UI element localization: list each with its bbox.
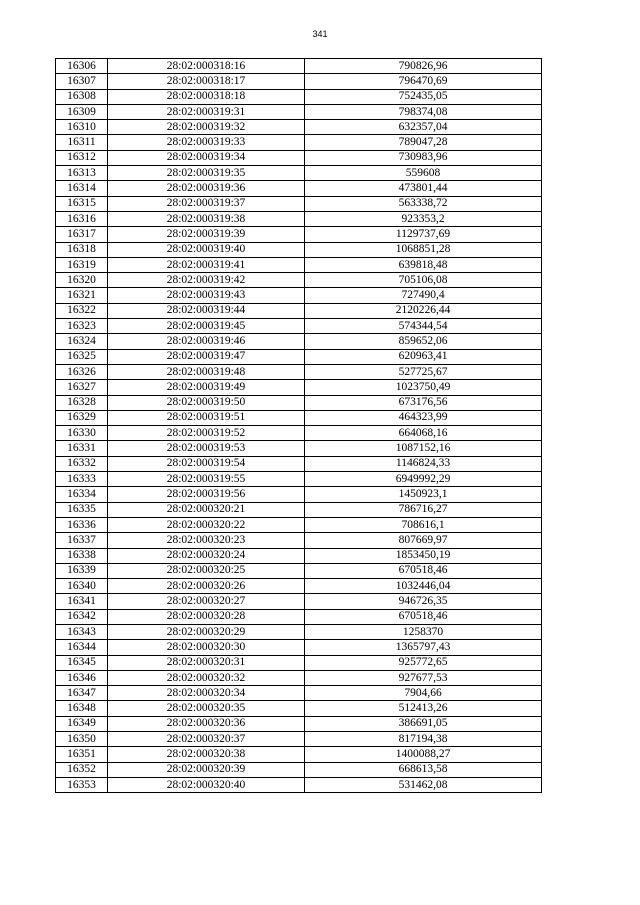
cadastral-number-cell: 28:02:000319:49: [108, 380, 305, 395]
cadastral-value-cell: 730983,96: [305, 150, 542, 165]
row-number-cell: 16350: [56, 732, 108, 747]
cadastral-value-cell: 927677,53: [305, 670, 542, 685]
row-number-cell: 16330: [56, 426, 108, 441]
cadastral-number-cell: 28:02:000319:39: [108, 227, 305, 242]
row-number-cell: 16333: [56, 472, 108, 487]
table-row: [56, 166, 542, 181]
table-row: [56, 548, 542, 563]
row-number-cell: 16316: [56, 211, 108, 226]
table-row: [56, 196, 542, 211]
cadastral-number-cell: 28:02:000319:38: [108, 211, 305, 226]
table-row: [56, 670, 542, 685]
table-row: [56, 517, 542, 532]
row-number-cell: 16348: [56, 701, 108, 716]
cadastral-number-cell: 28:02:000320:36: [108, 716, 305, 731]
row-number-cell: 16339: [56, 563, 108, 578]
cadastral-number-cell: 28:02:000320:28: [108, 609, 305, 624]
cadastral-value-cell: 673176,56: [305, 395, 542, 410]
cadastral-number-cell: 28:02:000320:21: [108, 502, 305, 517]
cadastral-value-cell: 473801,44: [305, 181, 542, 196]
cadastral-number-cell: 28:02:000319:48: [108, 364, 305, 379]
cadastral-number-cell: 28:02:000320:22: [108, 517, 305, 532]
cadastral-value-cell: 2120226,44: [305, 303, 542, 318]
cadastral-value-cell: 796470,69: [305, 74, 542, 89]
row-number-cell: 16352: [56, 762, 108, 777]
cadastral-value-cell: 786716,27: [305, 502, 542, 517]
cadastral-value-cell: 512413,26: [305, 701, 542, 716]
cadastral-value-cell: 563338,72: [305, 196, 542, 211]
table-row: [56, 426, 542, 441]
table-row: [56, 747, 542, 762]
cadastral-value-cell: 1258370: [305, 624, 542, 639]
cadastral-value-cell: 1087152,16: [305, 441, 542, 456]
cadastral-number-cell: 28:02:000319:32: [108, 120, 305, 135]
row-number-cell: 16320: [56, 273, 108, 288]
table-row: [56, 242, 542, 257]
cadastral-number-cell: 28:02:000318:16: [108, 59, 305, 74]
table-row: [56, 211, 542, 226]
cadastral-value-cell: 923353,2: [305, 211, 542, 226]
row-number-cell: 16323: [56, 319, 108, 334]
row-number-cell: 16306: [56, 59, 108, 74]
table-body: [56, 59, 542, 793]
row-number-cell: 16307: [56, 74, 108, 89]
cadastral-value-cell: 1400088,27: [305, 747, 542, 762]
row-number-cell: 16324: [56, 334, 108, 349]
table-row: [56, 74, 542, 89]
cadastral-number-cell: 28:02:000319:37: [108, 196, 305, 211]
cadastral-number-cell: 28:02:000319:51: [108, 410, 305, 425]
cadastral-value-cell: 668613,58: [305, 762, 542, 777]
cadastral-number-cell: 28:02:000319:55: [108, 472, 305, 487]
row-number-cell: 16326: [56, 364, 108, 379]
row-number-cell: 16314: [56, 181, 108, 196]
row-number-cell: 16336: [56, 517, 108, 532]
table-row: [56, 579, 542, 594]
cadastral-number-cell: 28:02:000318:18: [108, 89, 305, 104]
cadastral-value-cell: 798374,08: [305, 104, 542, 119]
row-number-cell: 16343: [56, 624, 108, 639]
table-row: [56, 288, 542, 303]
cadastral-number-cell: 28:02:000319:33: [108, 135, 305, 150]
cadastral-number-cell: 28:02:000319:50: [108, 395, 305, 410]
cadastral-value-cell: 670518,46: [305, 563, 542, 578]
cadastral-value-cell: 705106,08: [305, 273, 542, 288]
cadastral-number-cell: 28:02:000319:41: [108, 257, 305, 272]
row-number-cell: 16329: [56, 410, 108, 425]
row-number-cell: 16346: [56, 670, 108, 685]
cadastral-number-cell: 28:02:000319:42: [108, 273, 305, 288]
table-row: [56, 150, 542, 165]
cadastral-number-cell: 28:02:000320:24: [108, 548, 305, 563]
row-number-cell: 16353: [56, 777, 108, 792]
row-number-cell: 16308: [56, 89, 108, 104]
cadastral-number-cell: 28:02:000320:26: [108, 579, 305, 594]
cadastral-number-cell: 28:02:000318:17: [108, 74, 305, 89]
cadastral-number-cell: 28:02:000319:40: [108, 242, 305, 257]
cadastral-value-cell: 531462,08: [305, 777, 542, 792]
cadastral-number-cell: 28:02:000319:45: [108, 319, 305, 334]
table-row: [56, 410, 542, 425]
page-number: 341: [312, 29, 328, 39]
cadastral-value-cell: 790826,96: [305, 59, 542, 74]
cadastral-number-cell: 28:02:000319:53: [108, 441, 305, 456]
cadastral-value-cell: 727490,4: [305, 288, 542, 303]
cadastral-value-cell: 1129737,69: [305, 227, 542, 242]
cadastral-number-cell: 28:02:000319:54: [108, 456, 305, 471]
row-number-cell: 16309: [56, 104, 108, 119]
row-number-cell: 16315: [56, 196, 108, 211]
row-number-cell: 16351: [56, 747, 108, 762]
row-number-cell: 16340: [56, 579, 108, 594]
table-row: [56, 701, 542, 716]
table-row: [56, 472, 542, 487]
cadastral-value-cell: 1450923,1: [305, 487, 542, 502]
row-number-cell: 16310: [56, 120, 108, 135]
row-number-cell: 16313: [56, 166, 108, 181]
cadastral-number-cell: 28:02:000320:39: [108, 762, 305, 777]
cadastral-value-cell: 1146824,33: [305, 456, 542, 471]
cadastral-number-cell: 28:02:000320:32: [108, 670, 305, 685]
row-number-cell: 16337: [56, 533, 108, 548]
table-row: [56, 380, 542, 395]
row-number-cell: 16318: [56, 242, 108, 257]
cadastral-number-cell: 28:02:000319:34: [108, 150, 305, 165]
cadastral-number-cell: 28:02:000320:25: [108, 563, 305, 578]
table-row: [56, 349, 542, 364]
row-number-cell: 16349: [56, 716, 108, 731]
table-row: [56, 104, 542, 119]
cadastral-number-cell: 28:02:000320:30: [108, 640, 305, 655]
table-row: [56, 59, 542, 74]
cadastral-value-cell: 559608: [305, 166, 542, 181]
table-row: [56, 563, 542, 578]
table-row: [56, 227, 542, 242]
row-number-cell: 16344: [56, 640, 108, 655]
cadastral-value-cell: 574344,54: [305, 319, 542, 334]
cadastral-value-cell: 664068,16: [305, 426, 542, 441]
row-number-cell: 16334: [56, 487, 108, 502]
table-row: [56, 624, 542, 639]
table-row: [56, 364, 542, 379]
cadastral-number-cell: 28:02:000320:35: [108, 701, 305, 716]
cadastral-number-cell: 28:02:000320:23: [108, 533, 305, 548]
cadastral-value-cell: 527725,67: [305, 364, 542, 379]
row-number-cell: 16317: [56, 227, 108, 242]
cadastral-number-cell: 28:02:000319:56: [108, 487, 305, 502]
cadastral-number-cell: 28:02:000319:52: [108, 426, 305, 441]
row-number-cell: 16311: [56, 135, 108, 150]
cadastral-number-cell: 28:02:000320:38: [108, 747, 305, 762]
row-number-cell: 16338: [56, 548, 108, 563]
table-row: [56, 762, 542, 777]
cadastral-number-cell: 28:02:000319:44: [108, 303, 305, 318]
table-row: [56, 609, 542, 624]
table-row: [56, 456, 542, 471]
cadastral-number-cell: 28:02:000319:31: [108, 104, 305, 119]
cadastral-value-cell: 708616,1: [305, 517, 542, 532]
row-number-cell: 16327: [56, 380, 108, 395]
table-row: [56, 395, 542, 410]
row-number-cell: 16321: [56, 288, 108, 303]
cadastral-number-cell: 28:02:000320:37: [108, 732, 305, 747]
row-number-cell: 16332: [56, 456, 108, 471]
cadastral-value-cell: 1068851,28: [305, 242, 542, 257]
cadastral-value-cell: 464323,99: [305, 410, 542, 425]
table-row: [56, 181, 542, 196]
cadastral-value-cell: 6949992,29: [305, 472, 542, 487]
cadastral-number-cell: 28:02:000320:40: [108, 777, 305, 792]
cadastral-number-cell: 28:02:000319:46: [108, 334, 305, 349]
row-number-cell: 16325: [56, 349, 108, 364]
cadastral-value-cell: 807669,97: [305, 533, 542, 548]
table-row: [56, 273, 542, 288]
cadastral-value-cell: 1365797,43: [305, 640, 542, 655]
table-row: [56, 334, 542, 349]
table-row: [56, 640, 542, 655]
table-row: [56, 257, 542, 272]
table-row: [56, 487, 542, 502]
table-row: [56, 89, 542, 104]
row-number-cell: 16319: [56, 257, 108, 272]
cadastral-number-cell: 28:02:000320:34: [108, 686, 305, 701]
table-row: [56, 777, 542, 792]
row-number-cell: 16331: [56, 441, 108, 456]
cadastral-number-cell: 28:02:000320:29: [108, 624, 305, 639]
row-number-cell: 16341: [56, 594, 108, 609]
cadastral-value-cell: 1032446,04: [305, 579, 542, 594]
table-row: [56, 502, 542, 517]
cadastral-value-cell: 789047,28: [305, 135, 542, 150]
table-row: [56, 303, 542, 318]
row-number-cell: 16335: [56, 502, 108, 517]
row-number-cell: 16312: [56, 150, 108, 165]
cadastral-number-cell: 28:02:000319:47: [108, 349, 305, 364]
cadastral-value-cell: 752435,05: [305, 89, 542, 104]
cadastral-number-cell: 28:02:000319:35: [108, 166, 305, 181]
table-row: [56, 441, 542, 456]
cadastral-value-cell: 1853450,19: [305, 548, 542, 563]
row-number-cell: 16342: [56, 609, 108, 624]
cadastral-number-cell: 28:02:000320:31: [108, 655, 305, 670]
table-row: [56, 594, 542, 609]
table-row: [56, 319, 542, 334]
table-row: [56, 533, 542, 548]
cadastral-value-cell: 639818,48: [305, 257, 542, 272]
row-number-cell: 16345: [56, 655, 108, 670]
cadastral-value-cell: 7904,66: [305, 686, 542, 701]
cadastral-value-cell: 632357,04: [305, 120, 542, 135]
table-row: [56, 686, 542, 701]
cadastral-value-cell: 386691,05: [305, 716, 542, 731]
cadastral-value-cell: 925772,65: [305, 655, 542, 670]
table-row: [56, 732, 542, 747]
cadastral-value-cell: 946726,35: [305, 594, 542, 609]
cadastral-value-cell: 1023750,49: [305, 380, 542, 395]
cadastral-number-cell: 28:02:000319:43: [108, 288, 305, 303]
cadastral-value-cell: 817194,38: [305, 732, 542, 747]
cadastral-number-cell: 28:02:000320:27: [108, 594, 305, 609]
row-number-cell: 16347: [56, 686, 108, 701]
table-row: [56, 655, 542, 670]
cadastral-number-cell: 28:02:000319:36: [108, 181, 305, 196]
cadastral-value-cell: 670518,46: [305, 609, 542, 624]
table-row: [56, 135, 542, 150]
cadastral-value-cell: 620963,41: [305, 349, 542, 364]
row-number-cell: 16328: [56, 395, 108, 410]
row-number-cell: 16322: [56, 303, 108, 318]
table-row: [56, 716, 542, 731]
cadastral-value-table: [55, 58, 542, 793]
table-row: [56, 120, 542, 135]
cadastral-value-cell: 859652,06: [305, 334, 542, 349]
